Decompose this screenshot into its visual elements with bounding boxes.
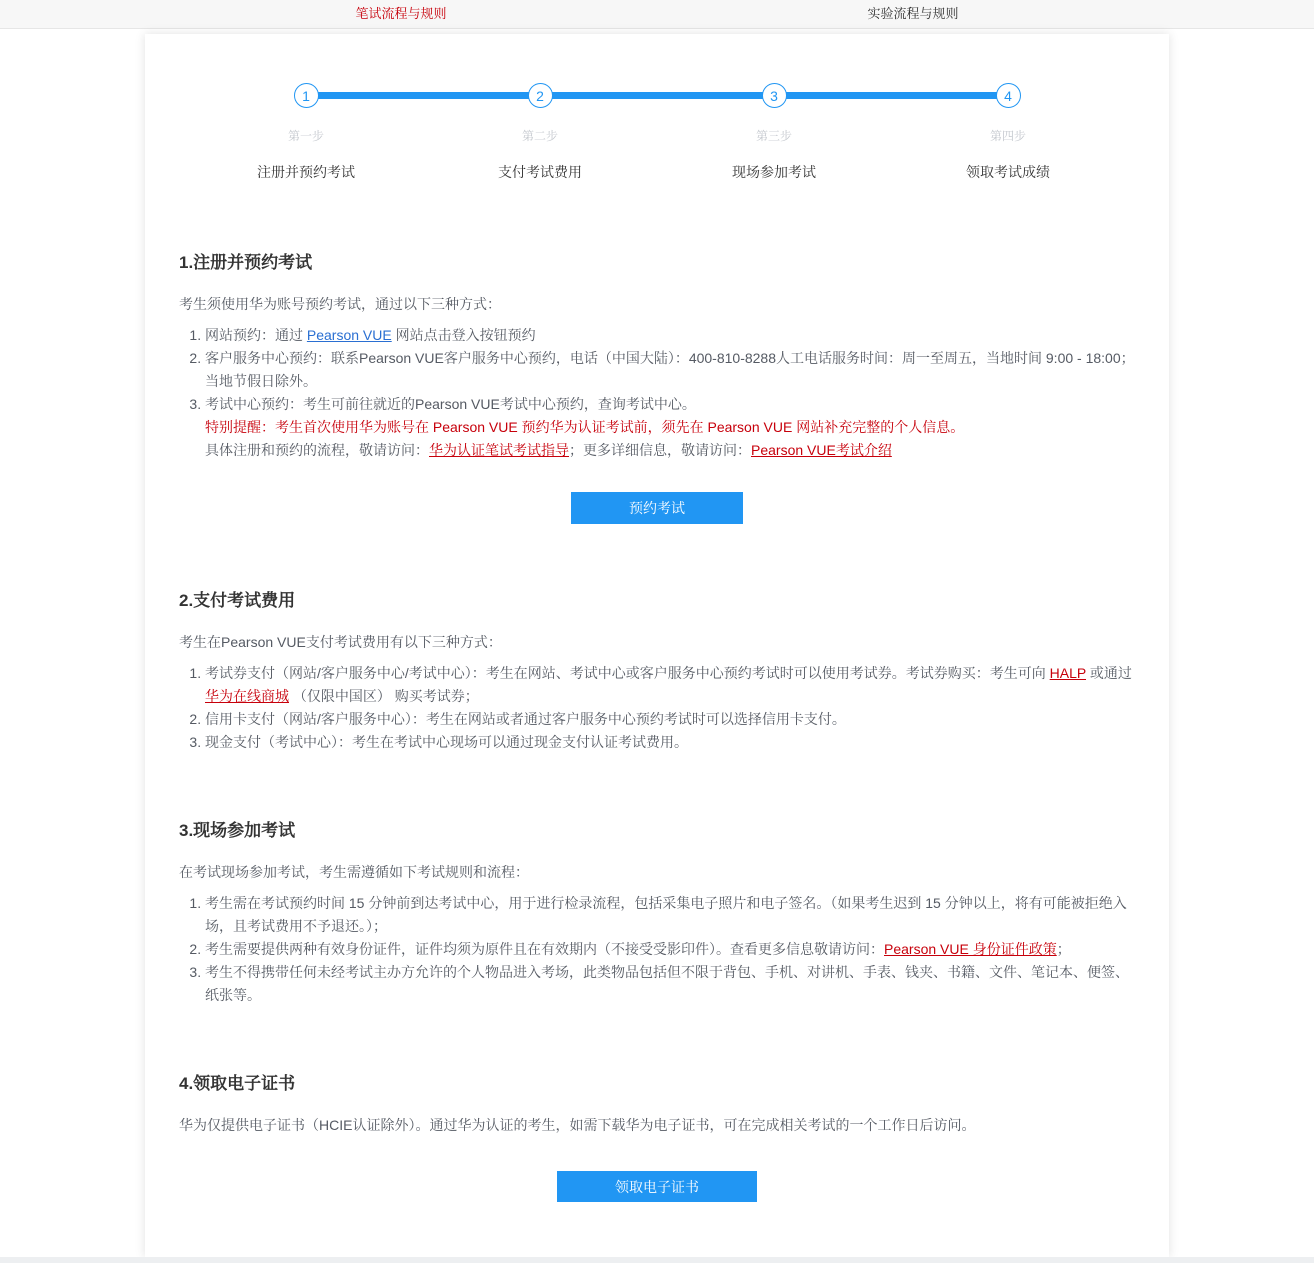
book-exam-button[interactable]: 预约考试 — [571, 492, 743, 524]
item-text: ； — [1056, 941, 1071, 957]
get-certificate-button[interactable]: 领取电子证书 — [557, 1171, 757, 1202]
content-card — [145, 34, 1169, 1257]
section-4-text: 华为仅提供电子证书（HCIE认证除外）。通过华为认证的考生，如需下载华为电子证书，可在完成相关考试的一个工作日后访问。 — [179, 1117, 976, 1133]
halp-link[interactable]: HALP — [1049, 665, 1086, 681]
step-4-label: 第四步 — [989, 129, 1026, 143]
section-2-intro: 考生在Pearson VUE支付考试费用有以下三种方式： — [179, 634, 502, 650]
step-2-circle: 2 — [528, 83, 553, 108]
pearson-vue-exam-intro-link[interactable]: Pearson VUE考试介绍 — [751, 442, 892, 458]
pearson-vue-link[interactable]: Pearson VUE — [306, 327, 392, 343]
step-1-title: 注册并预约考试 — [257, 164, 355, 180]
section-2-list — [179, 662, 1135, 754]
step-2-label: 第二步 — [521, 129, 558, 143]
written-exam-guide-link[interactable]: 华为认证笔试考试指导 — [429, 442, 569, 458]
huawei-online-store-link[interactable]: 华为在线商城 — [205, 688, 289, 704]
list-item: 2. 客户服务中心预约：联系Pearson VUE客户服务中心预约，电话（中国大陆）：400-810-8288人工电话服务时间：周一至周五，当地时间 9:00 - 18:00；当地节假日除外。 — [205, 347, 1135, 393]
list-item — [205, 324, 1135, 347]
guide-text: 具体注册和预约的流程，敬请访问： — [205, 442, 429, 458]
step-1-circle: 1 — [294, 83, 319, 108]
item-text: 考生需要提供两种有效身份证件，证件均须为原件且在有效期内（不接受受影印件）。查看更多信息敬请访问： — [205, 941, 884, 957]
list-item: 3. 考试中心预约：考生可前往就近的Pearson VUE考试中心预约，查询考试中心。 — [205, 393, 1135, 416]
step-2-title: 支付考试费用 — [498, 164, 582, 180]
special-reminder-note: 特别提醒：考生首次使用华为账号在 Pearson VUE 预约华为认证考试前，须先在 Pearson VUE 网站补充完整的个人信息。 — [205, 419, 965, 435]
list-item — [205, 938, 1135, 961]
section-3-heading: 3.现场参加考试 — [179, 821, 296, 840]
item-text: （仅限中国区） 购买考试券； — [289, 688, 479, 704]
item-text: 网站点击登入按钮预约 — [391, 327, 536, 343]
item-text: 考试券支付（网站/客户服务中心/考试中心）：考生在网站、考试中心或客户服务中心预约考试时可以使用考试券。考试券购买：考生可向 — [205, 665, 1050, 681]
step-1-label: 第一步 — [287, 129, 324, 143]
item-text: 或通过 — [1086, 665, 1132, 681]
exam-process-stepper — [179, 83, 1135, 182]
section-2-heading: 2.支付考试费用 — [179, 591, 296, 610]
section-1-heading: 1.注册并预约考试 — [179, 253, 313, 272]
section-1-intro: 考生须使用华为账号预约考试，通过以下三种方式： — [179, 296, 501, 312]
item-text: 网站预约：通过 — [205, 327, 307, 343]
list-item: 3. 考生不得携带任何未经考试主办方允许的个人物品进入考场，此类物品包括但不限于背包、手机、对讲机、手表、钱夹、书籍、文件、笔记本、便签、纸张等。 — [205, 961, 1135, 1007]
step-3-label: 第三步 — [755, 129, 792, 143]
tab-written-exam-rules[interactable]: 笔试流程与规则 — [355, 6, 447, 21]
stepper-step-1 — [189, 83, 423, 182]
stepper-step-3 — [657, 83, 891, 182]
guide-text: ；更多详细信息，敬请访问： — [569, 442, 751, 458]
page-bottom-strip — [0, 1257, 1314, 1263]
step-3-title: 现场参加考试 — [732, 164, 816, 180]
list-item — [205, 662, 1135, 708]
section-3-intro: 在考试现场参加考试，考生需遵循如下考试规则和流程： — [179, 864, 529, 880]
registration-guide-line — [179, 439, 1135, 462]
step-4-title: 领取考试成绩 — [966, 164, 1050, 180]
stepper-step-4 — [891, 83, 1125, 182]
list-item: 1. 考生需在考试预约时间 15 分钟前到达考试中心，用于进行检录流程，包括采集电子照片和电子签名。（如果考生迟到 15 分钟以上，将有可能被拒绝入场，且考试费用不予退还。）； — [205, 892, 1135, 938]
step-3-circle: 3 — [762, 83, 787, 108]
stepper-step-2 — [423, 83, 657, 182]
list-item: 3. 现金支付（考试中心）：考生在考试中心现场可以通过现金支付认证考试费用。 — [205, 731, 1135, 754]
section-4-heading: 4.领取电子证书 — [179, 1074, 296, 1093]
top-tab-bar — [0, 0, 1314, 29]
section-3-list — [179, 892, 1135, 1007]
list-item: 2. 信用卡支付（网站/客户服务中心）：考生在网站或者通过客户服务中心预约考试时可以选择信用卡支付。 — [205, 708, 1135, 731]
id-policy-link[interactable]: Pearson VUE 身份证件政策 — [884, 941, 1057, 957]
tab-lab-exam-rules[interactable]: 实验流程与规则 — [867, 6, 959, 21]
section-1-list — [179, 324, 1135, 416]
step-4-circle: 4 — [996, 83, 1021, 108]
